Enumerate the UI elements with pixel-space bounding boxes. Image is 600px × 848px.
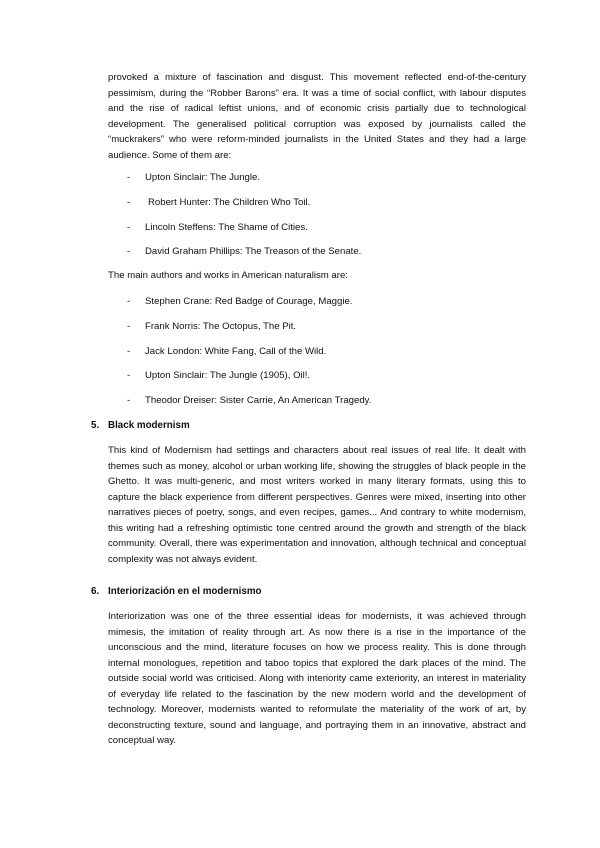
- list-item-text: Upton Sinclair: The Jungle.: [145, 172, 261, 183]
- list-item: [127, 244, 361, 259]
- section-5-heading: [91, 418, 190, 433]
- list-bullet: -: [127, 321, 131, 332]
- section-title: Interiorización en el modernismo: [108, 586, 262, 597]
- list-item-text: Frank Norris: The Octopus, The Pit.: [145, 321, 297, 332]
- list-bullet: -: [127, 370, 131, 381]
- list-item: [127, 294, 352, 309]
- list-bullet: -: [127, 172, 131, 183]
- list-bullet: -: [127, 246, 131, 257]
- list-item: [127, 319, 296, 334]
- intro-paragraph: provoked a mixture of fascination and disgust. This movement reflected end-of-the-century pessimism, during the “Robber Barons” era. It was a time of social conflict, with labour disputes and the rise of radical leftist unions, and of economic crisis partially due to technological development. The generalised political corruption was exposed by journalists called the “muckrakers” who were reform-minded journalists in the United States and they had a large audience. Some of them are:: [108, 72, 526, 161]
- list-item-text: Lincoln Steffens: The Shame of Cities.: [145, 222, 308, 233]
- list-item: [127, 393, 371, 408]
- naturalism-intro: The main authors and works in American naturalism are:: [108, 270, 348, 281]
- list-item-text: David Graham Phillips: The Treason of the Senate.: [145, 246, 362, 257]
- list-item: [127, 170, 260, 185]
- list-item: [127, 220, 308, 235]
- list-item: [127, 195, 310, 210]
- section-number: 5.: [91, 420, 100, 431]
- list-item: [127, 368, 310, 383]
- section-5-body: This kind of Modernism had settings and characters about real issues of real life. It dealt with themes such as money, alcohol or urban working life, showing the struggles of black people in the Ghetto. It was multi-generic, and most writers worked in many literary formats, using this to capture the black experience from different perspectives. Genres were mixed, inserting into other narratives pieces of poetry, songs, and even recipes, games... And contrary to white modernism, this writing had a refreshing optimistic tone centred around the growth and strength of the black community. Overall, there was experimentation and innovation, although technical and conceptual complexity was not always evident.: [108, 445, 526, 565]
- list-item-text: Robert Hunter: The Children Who Toil.: [148, 197, 311, 208]
- section-number: 6.: [91, 586, 100, 597]
- section-title: Black modernism: [108, 420, 190, 431]
- list-item-text: Jack London: White Fang, Call of the Wild.: [145, 346, 327, 357]
- list-bullet: -: [127, 222, 131, 233]
- list-bullet: -: [127, 197, 131, 208]
- section-6-body: Interiorization was one of the three essential ideas for modernists, it was achieved through mimesis, the imitation of reality through art. As now there is a rise in the importance of the unconscious and the mind, literature focuses on how we process reality. This is done through internal monologues, repetition and taboo topics that explored the dark places of the mind. The outside social world was criticised. Along with interiority came exteriority, an interest in materiality of everyday life related to the fascination by the new modern world and the development of technology. Moreover, modernists wanted to reformulate the materiality of the work of art, by deconstructing texture, sound and language, and portraying them in an innovative, abstract and conceptual way.: [108, 611, 526, 746]
- list-item: [127, 344, 326, 359]
- list-bullet: -: [127, 346, 131, 357]
- list-item-text: Theodor Dreiser: Sister Carrie, An American Tragedy.: [145, 395, 372, 406]
- list-item-text: Stephen Crane: Red Badge of Courage, Maggie.: [145, 296, 353, 307]
- list-item-text: Upton Sinclair: The Jungle (1905), Oil!.: [145, 370, 311, 381]
- section-6-heading: [91, 584, 262, 599]
- list-bullet: -: [127, 296, 131, 307]
- list-bullet: -: [127, 395, 131, 406]
